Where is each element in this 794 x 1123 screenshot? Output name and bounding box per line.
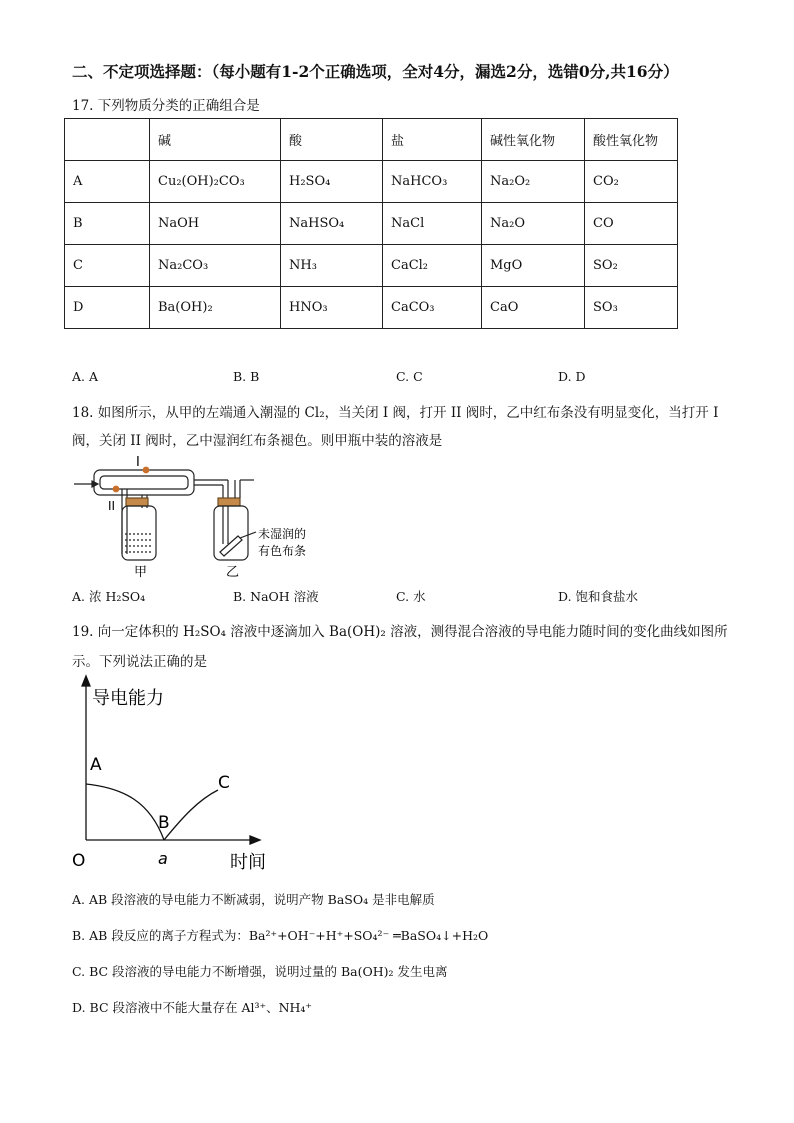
table-header-cell: 碱性氧化物 bbox=[482, 119, 585, 161]
tube-loop-outer bbox=[94, 470, 194, 495]
bottle-jia-label: 甲 bbox=[134, 565, 148, 580]
table-cell: HNO₃ bbox=[281, 287, 383, 329]
bottle-yi bbox=[214, 506, 248, 560]
table-cell: SO₂ bbox=[585, 245, 678, 287]
q19-stem-line2: 示。下列说法正确的是 bbox=[72, 654, 207, 670]
table-cell: NH₃ bbox=[281, 245, 383, 287]
table-row bbox=[65, 161, 678, 203]
q18-option-c[interactable]: C. 水 bbox=[396, 589, 426, 604]
q17-classification-table bbox=[64, 118, 678, 329]
inlet-arrowhead bbox=[92, 481, 98, 487]
bottle-yi-label: 乙 bbox=[226, 565, 240, 580]
table-cell: CO bbox=[585, 203, 678, 245]
y-axis-label: 导电能力 bbox=[92, 688, 164, 709]
cloth-note-line2: 有色布条 bbox=[258, 544, 307, 558]
point-b-label: B bbox=[158, 813, 170, 833]
q19-stem-line1: 19. 向一定体积的 H₂SO₄ 溶液中逐滴加入 Ba(OH)₂ 溶液，测得混合溶液的导电能力随时间的变化曲线如图所 bbox=[72, 624, 728, 640]
x-mark-a-label: a bbox=[158, 849, 168, 868]
valve-ii-icon bbox=[113, 486, 120, 493]
stopper-yi bbox=[218, 498, 240, 506]
table-header-cell: 酸 bbox=[281, 119, 383, 161]
x-axis-arrowhead bbox=[250, 836, 260, 844]
tube-loop-inner bbox=[100, 476, 188, 489]
table-cell: CaCl₂ bbox=[383, 245, 482, 287]
table-cell: A bbox=[65, 161, 150, 203]
table-cell: Na₂O₂ bbox=[482, 161, 585, 203]
origin-label: O bbox=[72, 851, 86, 871]
table-cell: Ba(OH)₂ bbox=[150, 287, 281, 329]
q17-option-b[interactable]: B. B bbox=[233, 369, 260, 384]
curve-bc bbox=[164, 790, 218, 840]
q17-option-a[interactable]: A. A bbox=[72, 369, 99, 384]
table-cell: H₂SO₄ bbox=[281, 161, 383, 203]
table-cell: CaO bbox=[482, 287, 585, 329]
table-cell: NaHSO₄ bbox=[281, 203, 383, 245]
y-axis-arrowhead bbox=[82, 676, 90, 686]
table-cell: Na₂CO₃ bbox=[150, 245, 281, 287]
q18-stem-line1: 18. 如图所示，从甲的左端通入潮湿的 Cl₂，当关闭 I 阀，打开 II 阀时，乙中红布条没有明显变化，当打开 I bbox=[72, 405, 719, 421]
valve-i-icon bbox=[143, 467, 150, 474]
table-cell: CO₂ bbox=[585, 161, 678, 203]
q18-stem-line2: 阀，关闭 II 阀时，乙中湿润红布条褪色。则甲瓶中装的溶液是 bbox=[72, 433, 443, 449]
section-title: 二、不定项选择题：（每小题有1-2个正确选项，全对4分，漏选2分，选错0分,共16分） bbox=[72, 62, 679, 81]
table-cell: Cu₂(OH)₂CO₃ bbox=[150, 161, 281, 203]
q19-option-c[interactable]: C. BC 段溶液的导电能力不断增强，说明过量的 Ba(OH)₂ 发生电离 bbox=[72, 964, 448, 979]
table-cell: C bbox=[65, 245, 150, 287]
table-header-row bbox=[65, 119, 678, 161]
q17-option-c[interactable]: C. C bbox=[396, 369, 423, 384]
stopper-jia bbox=[126, 498, 148, 506]
valve-i-label: I bbox=[136, 455, 140, 470]
x-axis-label: 时间 bbox=[230, 852, 266, 873]
q17-stem: 17. 下列物质分类的正确组合是 bbox=[72, 98, 260, 114]
table-header-cell: 碱 bbox=[150, 119, 281, 161]
table-row bbox=[65, 245, 678, 287]
table-header-cell bbox=[65, 119, 150, 161]
table-cell: NaCl bbox=[383, 203, 482, 245]
q19-option-d[interactable]: D. BC 段溶液中不能大量存在 Al³⁺、NH₄⁺ bbox=[72, 1000, 313, 1015]
q19-option-a[interactable]: A. AB 段溶液的导电能力不断减弱，说明产物 BaSO₄ 是非电解质 bbox=[72, 892, 435, 907]
table-cell: CaCO₃ bbox=[383, 287, 482, 329]
table-header-cell: 酸性氧化物 bbox=[585, 119, 678, 161]
table-row bbox=[65, 287, 678, 329]
curve-ab bbox=[86, 784, 164, 840]
point-c-label: C bbox=[218, 773, 230, 793]
q19-conductivity-graph bbox=[64, 672, 294, 878]
table-cell: NaOH bbox=[150, 203, 281, 245]
q19-option-b[interactable]: B. AB 段反应的离子方程式为：Ba²⁺+OH⁻+H⁺+SO₄²⁻ ═BaSO₄↓+H₂O bbox=[72, 928, 489, 943]
q17-option-d[interactable]: D. D bbox=[558, 369, 586, 384]
table-cell: MgO bbox=[482, 245, 585, 287]
point-a-label: A bbox=[90, 755, 102, 775]
table-cell: NaHCO₃ bbox=[383, 161, 482, 203]
q18-option-a[interactable]: A. 浓 H₂SO₄ bbox=[72, 589, 146, 604]
cloth-note-line1: 未湿润的 bbox=[258, 527, 307, 541]
valve-ii-label: II bbox=[108, 499, 116, 513]
table-cell: SO₃ bbox=[585, 287, 678, 329]
table-cell: B bbox=[65, 203, 150, 245]
q18-option-d[interactable]: D. 饱和食盐水 bbox=[558, 589, 639, 604]
table-row bbox=[65, 203, 678, 245]
table-cell: D bbox=[65, 287, 150, 329]
table-cell: Na₂O bbox=[482, 203, 585, 245]
q18-option-b[interactable]: B. NaOH 溶液 bbox=[233, 589, 319, 604]
q18-apparatus-figure bbox=[70, 452, 350, 580]
table-header-cell: 盐 bbox=[383, 119, 482, 161]
